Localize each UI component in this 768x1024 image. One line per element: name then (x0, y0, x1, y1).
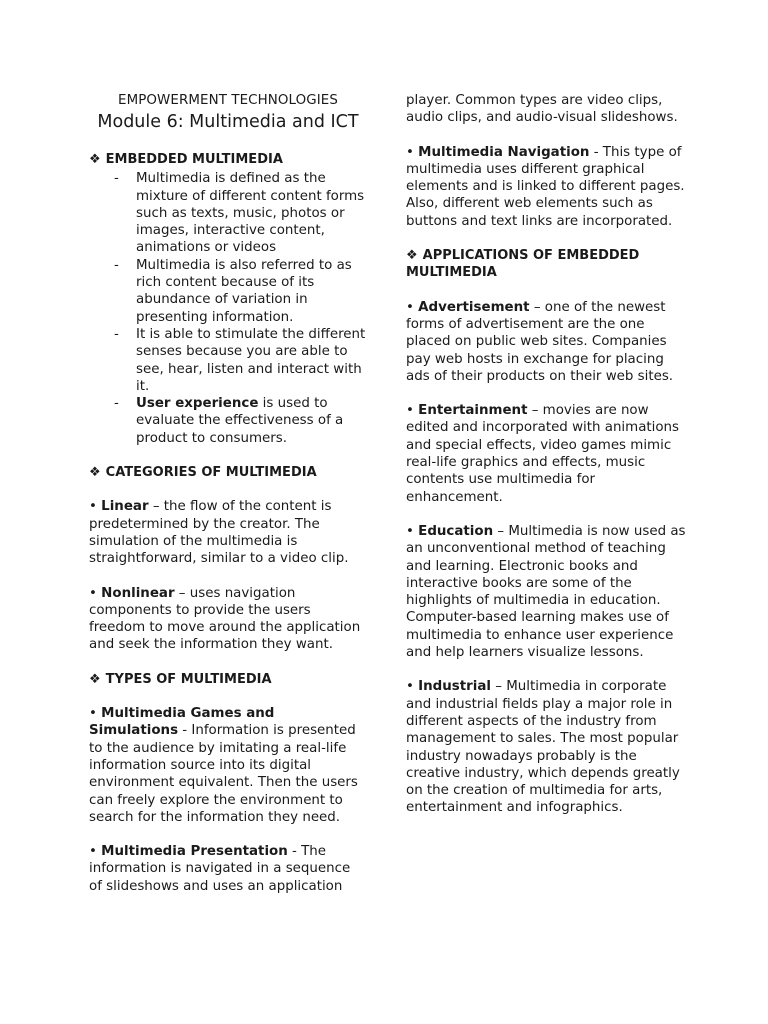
dash-marker: - (114, 326, 119, 342)
entertainment-paragraph (406, 402, 686, 506)
nonlinear-paragraph (89, 585, 367, 654)
list-item (89, 395, 367, 447)
right-column (406, 92, 686, 817)
term-presentation: Multimedia Presentation (101, 844, 288, 860)
list-item (89, 326, 367, 395)
bullet-marker: • (406, 144, 414, 160)
definition-industrial: – Multimedia in corporate and industrial fields play a major role in different aspects of the industry from management to sales. The most popular industry nowadays probably is the creative industry, which depends greatly on the creation of multimedia for arts, entertainment and infographics. (406, 679, 680, 816)
list-item-text: It is able to stimulate the different senses because you are able to see, hear, listen and interact with it. (136, 326, 366, 394)
bullet-marker: • (406, 299, 414, 315)
subject-label: EMPOWERMENT TECHNOLOGIES (118, 93, 338, 108)
definition-presentation: - The information is navigated in a sequence of slideshows and uses an application (89, 844, 351, 894)
term-linear: Linear (101, 499, 149, 515)
diamond-bullet-icon: ❖ (89, 671, 101, 687)
industrial-paragraph (406, 678, 686, 816)
term-games: Multimedia Games and Simulations (89, 706, 275, 739)
bullet-marker: • (89, 585, 97, 601)
bullet-marker: • (89, 499, 97, 515)
term-advertisement: Advertisement (418, 299, 530, 315)
navigation-paragraph (406, 144, 686, 230)
list-item-text: Multimedia is also referred to as rich content because of its abundance of variation in presenting information. (136, 257, 352, 325)
definition-nonlinear: – uses navigation components to provide the users freedom to move around the application and seek the information they want. (89, 585, 361, 653)
bullet-marker: • (406, 523, 414, 539)
embedded-list (89, 170, 367, 447)
dash-marker: - (114, 257, 119, 273)
page-title: Module 6: Multimedia and ICT (97, 112, 359, 132)
dash-marker: - (114, 396, 119, 412)
presentation-continued: player. Common types are video clips, audio clips, and audio-visual slideshows. (406, 93, 678, 126)
list-item-term: User experience (136, 396, 259, 412)
heading-text: EMBEDDED MULTIMEDIA (105, 152, 283, 167)
bullet-marker: • (406, 403, 414, 419)
left-column (89, 92, 367, 895)
diamond-bullet-icon: ❖ (89, 152, 101, 167)
heading-text: TYPES OF MULTIMEDIA (105, 671, 272, 687)
presentation-paragraph (89, 843, 367, 895)
dash-marker: - (114, 171, 119, 187)
heading-embedded-multimedia (89, 151, 367, 168)
heading-types (89, 671, 367, 688)
bullet-marker: • (89, 706, 97, 722)
term-entertainment: Entertainment (418, 403, 528, 419)
bullet-marker: • (89, 844, 97, 860)
education-paragraph (406, 523, 686, 661)
diamond-bullet-icon: ❖ (89, 465, 101, 481)
list-item (89, 257, 367, 326)
linear-paragraph (89, 498, 367, 567)
heading-text: CATEGORIES OF MULTIMEDIA (105, 465, 317, 481)
diamond-bullet-icon: ❖ (406, 248, 418, 264)
title-block (89, 92, 367, 134)
definition-linear: – the flow of the content is predetermined by the creator. The simulation of the multimedia is straightforward, similar to a video clip. (89, 499, 349, 567)
list-item-text: Multimedia is defined as the mixture of different content forms such as texts, music, photos or images, interactive content, animations or videos (136, 171, 365, 256)
term-education: Education (418, 523, 494, 539)
heading-applications (406, 247, 686, 282)
definition-navigation: - This type of multimedia uses different graphical elements and is linked to different pages. Also, different web elements such as buttons and text links are incorporated. (406, 144, 685, 229)
definition-entertainment: – movies are now edited and incorporated with animations and special effects, video games mimic real-life graphics and effects, music contents use multimedia for enhancement. (406, 403, 680, 505)
term-navigation: Multimedia Navigation (418, 144, 590, 160)
heading-text: APPLICATIONS OF EMBEDDED MULTIMEDIA (406, 248, 640, 281)
definition-advertisement: – one of the newest forms of advertisement are the one placed on public web sites. Companies pay web hosts in exchange for placing ads of their products on their web sites. (406, 299, 674, 384)
advertisement-paragraph (406, 299, 686, 385)
bullet-marker: • (406, 679, 414, 695)
term-industrial: Industrial (418, 679, 491, 695)
term-nonlinear: Nonlinear (101, 585, 175, 601)
games-paragraph (89, 705, 367, 826)
list-item-text: is used to evaluate the effectiveness of a product to consumers. (136, 396, 344, 446)
definition-education: – Multimedia is now used as an unconventional method of teaching and learning. Electronic books and interactive books are some of the highlights of multimedia in education. Computer-based learning makes use of multimedia to enhance user experience and help learners visualize lessons. (406, 523, 686, 661)
list-item (89, 170, 367, 256)
definition-games: - Information is presented to the audience by imitating a real-life information source into its digital environment equivalent. Then the users can freely explore the environment to search for the information they need. (89, 723, 358, 825)
heading-categories (89, 464, 367, 481)
